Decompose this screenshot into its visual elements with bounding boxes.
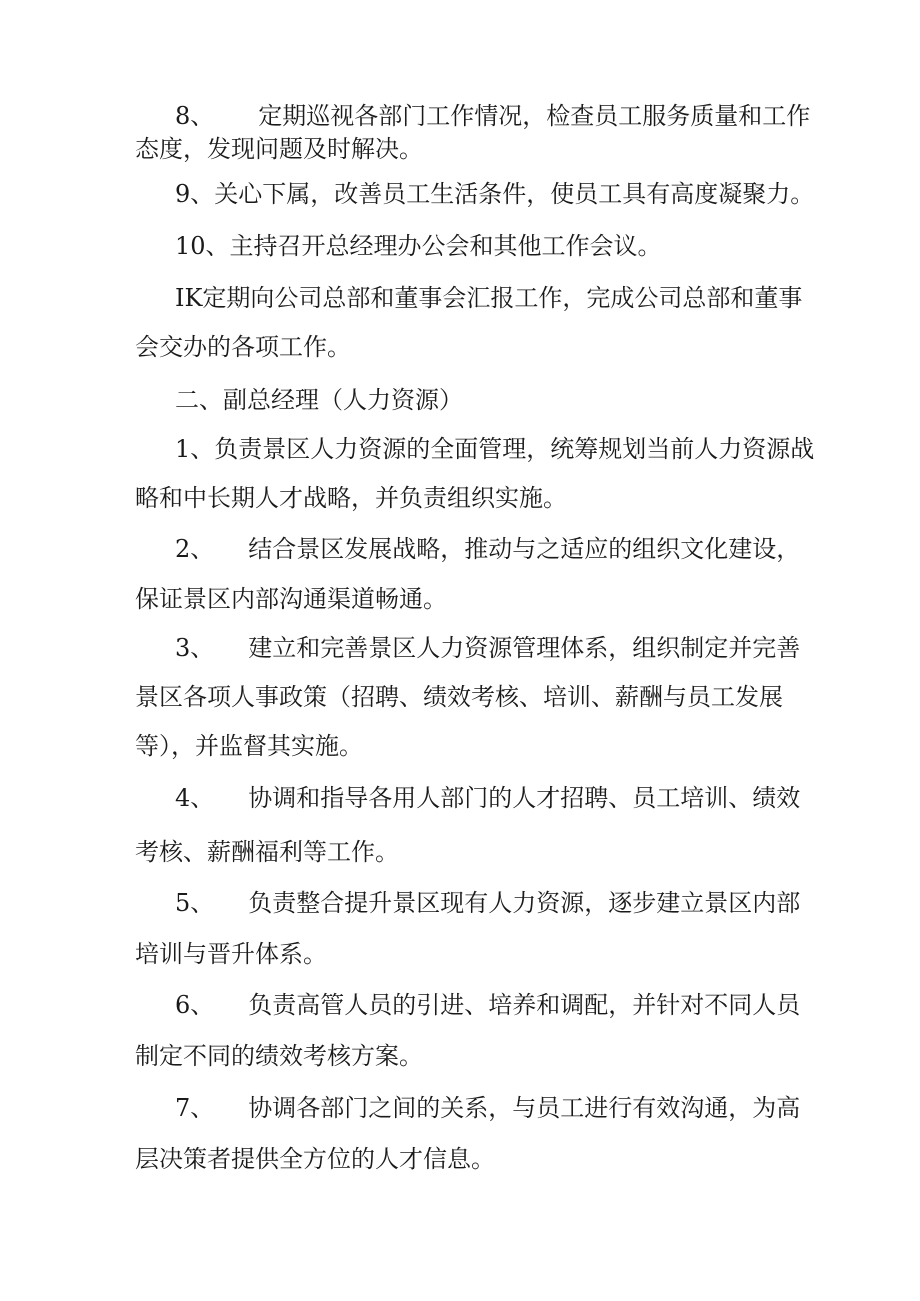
hr-item-7-line-1: 7、 协调各部门之间的关系，与员工进行有效沟通，为高	[175, 1094, 801, 1122]
section-heading-hr: 二、副总经理（人力资源）	[175, 386, 463, 414]
hr-item-7-number: 7、	[175, 1094, 215, 1122]
hr-item-5-line-1: 5、 负责整合提升景区现有人力资源，逐步建立景区内部	[175, 889, 801, 917]
hr-item-2-number: 2、	[175, 535, 215, 563]
hr-item-3-line-1: 3、 建立和完善景区人力资源管理体系，组织制定并完善	[175, 634, 801, 662]
hr-item-5-number: 5、	[175, 889, 215, 917]
item-8-line-2: 态度，发现问题及时解决。	[135, 135, 423, 163]
hr-item-1-line-1: 1、负责景区人力资源的全面管理，统筹规划当前人力资源战	[175, 435, 815, 463]
hr-item-2-line-1: 2、 结合景区发展战略，推动与之适应的组织文化建设，	[175, 535, 801, 563]
hr-item-6-number: 6、	[175, 991, 215, 1019]
hr-item-1-line-2: 略和中长期人才战略，并负责组织实施。	[135, 484, 567, 512]
item-11-line-2: 会交办的各项工作。	[135, 333, 351, 361]
hr-item-6-line-2: 制定不同的绩效考核方案。	[135, 1042, 423, 1070]
item-8-number: 8、	[175, 102, 215, 130]
item-8-line-1: 8、 定期巡视各部门工作情况，检查员工服务质量和工作	[175, 102, 811, 130]
hr-item-4-line-2: 考核、薪酬福利等工作。	[135, 838, 399, 866]
item-9: 9、关心下属，改善员工生活条件，使员工具有高度凝聚力。	[175, 180, 815, 208]
hr-item-2-line-2: 保证景区内部沟通渠道畅通。	[135, 585, 447, 613]
hr-item-4-line-1: 4、 协调和指导各用人部门的人才招聘、员工培训、绩效	[175, 784, 801, 812]
item-10: 10、主持召开总经理办公会和其他工作会议。	[175, 232, 662, 260]
hr-item-4-number: 4、	[175, 784, 215, 812]
hr-item-3-number: 3、	[175, 634, 215, 662]
hr-item-5-line-2: 培训与晋升体系。	[135, 940, 327, 968]
item-11-line-1: IK定期向公司总部和董事会汇报工作，完成公司总部和董事	[175, 284, 803, 312]
hr-item-3-line-3: 等），并监督其实施。	[135, 732, 363, 760]
hr-item-6-line-1: 6、 负责高管人员的引进、培养和调配，并针对不同人员	[175, 991, 801, 1019]
hr-item-3-line-2: 景区各项人事政策（招聘、绩效考核、培训、薪酬与员工发展	[135, 683, 783, 711]
hr-item-7-line-2: 层决策者提供全方位的人才信息。	[135, 1145, 495, 1173]
